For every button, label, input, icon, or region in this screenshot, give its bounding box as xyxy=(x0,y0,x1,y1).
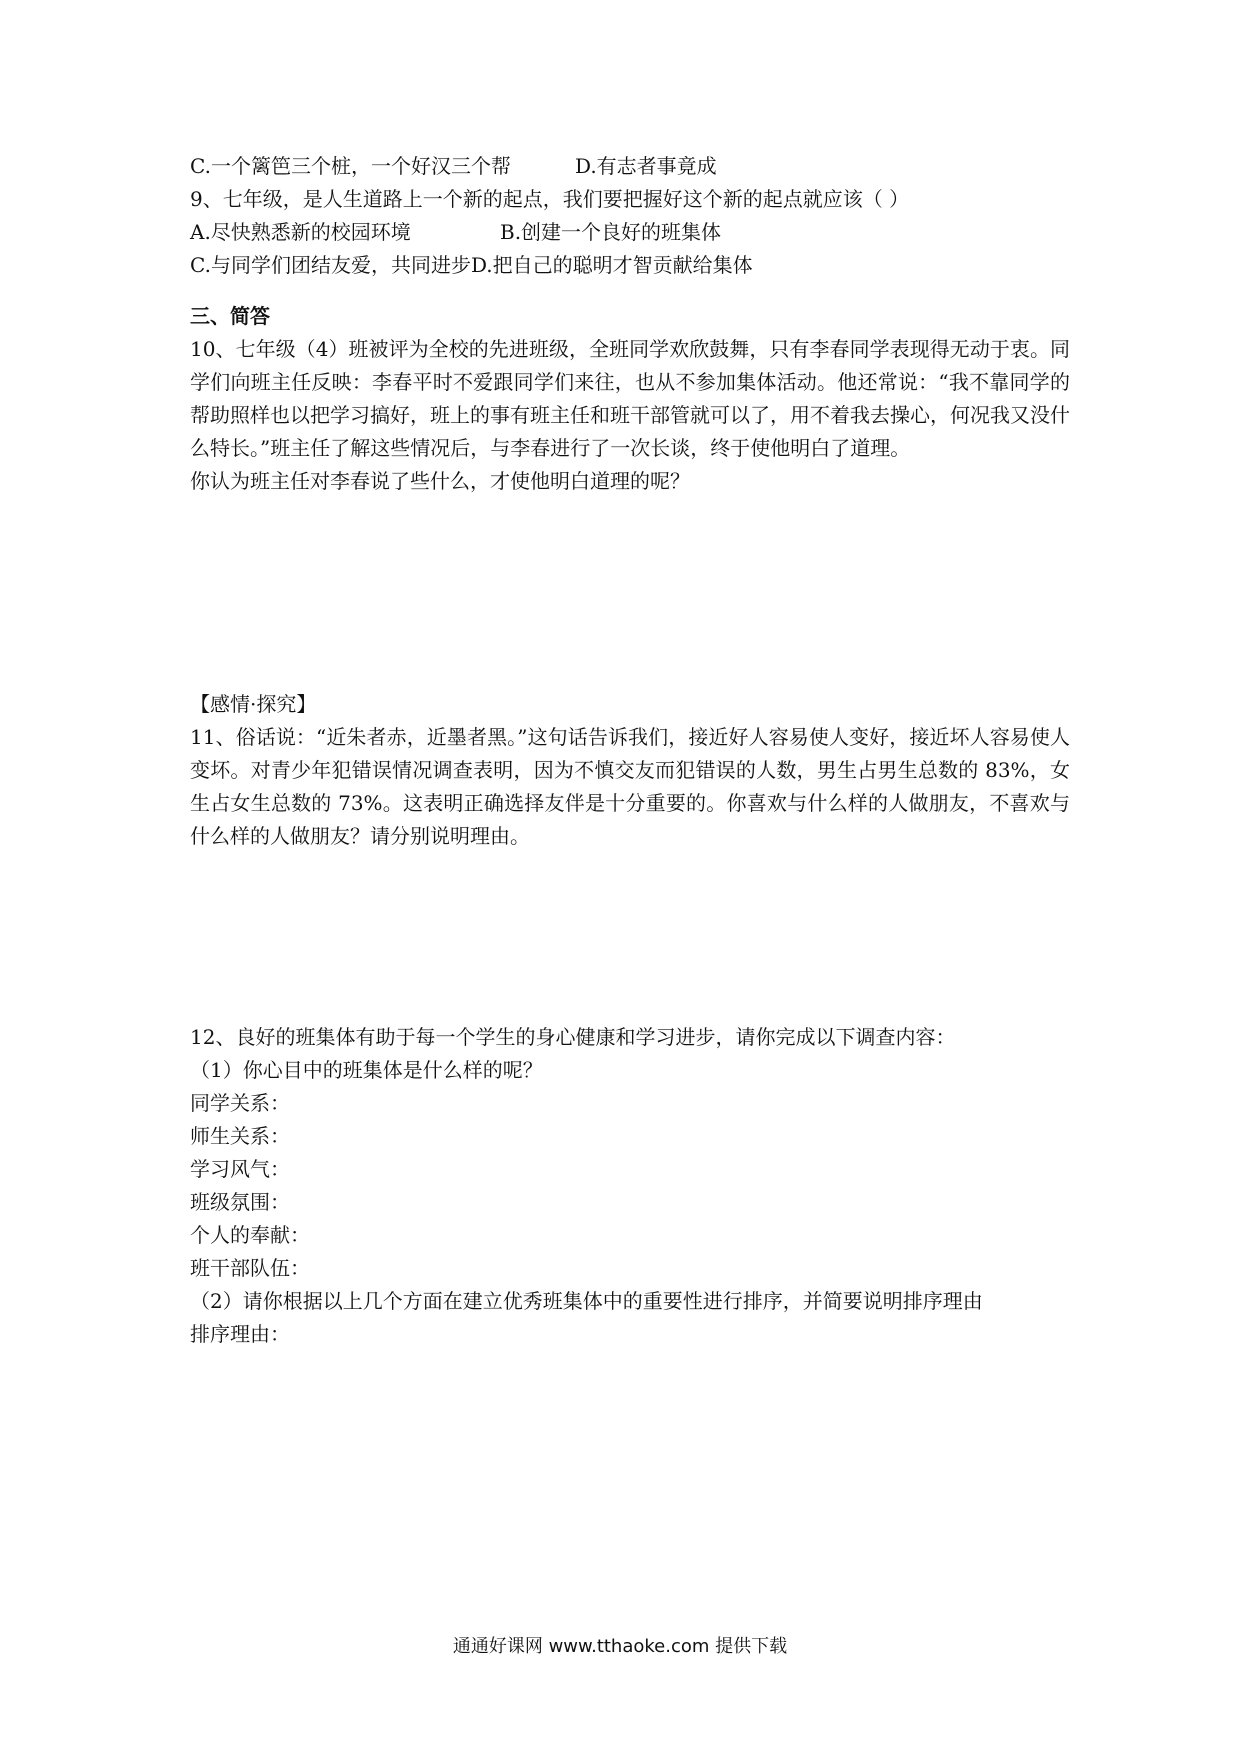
q12-item-class-cadres: 班干部队伍： xyxy=(190,1256,310,1280)
q9-options-row-2 xyxy=(190,249,1070,282)
page-footer: 通通好课网 www.tthaoke.com 提供下载 xyxy=(452,1636,788,1657)
q10-question: 你认为班主任对李春说了些什么，才使他明白道理的呢？ xyxy=(190,469,690,493)
q10-text: 10、七年级（4）班被评为全校的先进班级，全班同学欢欣鼓舞，只有李春同学表现得无动于衷。同学们向班主任反映：李春平时不爱跟同学们来往，也从不参加集体活动。他还常说：“我不靠同学的帮助照样也以把学习搞好，班上的事有班主任和班干部管就可以了，用不着我去操心，何况我又没什么特长。”班主任了解这些情况后，与李春进行了一次长谈，终于使他明白了道理。 xyxy=(190,337,1070,460)
q12-item-personal-contribution: 个人的奉献： xyxy=(190,1223,310,1247)
q12-item-class-atmosphere: 班级氛围： xyxy=(190,1190,290,1214)
q12-part-2: （2）请你根据以上几个方面在建立优秀班集体中的重要性进行排序，并简要说明排序理由 xyxy=(190,1289,983,1313)
q9-option-a: A.尽快熟悉新的校园环境 xyxy=(190,220,411,244)
q12-part-1: （1）你心目中的班集体是什么样的呢？ xyxy=(190,1058,543,1082)
q12-item-classmates: 同学关系： xyxy=(190,1091,290,1115)
q12-item-teacher-student: 师生关系： xyxy=(190,1124,290,1148)
q12-reason-label: 排序理由： xyxy=(190,1322,290,1346)
q9-option-d: D.把自己的聪明才智贡献给集体 xyxy=(470,253,753,277)
q10-answer-space xyxy=(190,498,1070,688)
q8-option-d: D.有志者事竟成 xyxy=(575,154,717,178)
q8-option-c: C.一个篱笆三个桩，一个好汉三个帮 xyxy=(190,154,511,178)
section-4-heading: 【感情·探究】 xyxy=(190,692,317,716)
q9-stem: 9、七年级，是人生道路上一个新的起点，我们要把握好这个新的起点就应该（ ） xyxy=(190,187,910,211)
q12-stem: 12、良好的班集体有助于每一个学生的身心健康和学习进步，请你完成以下调查内容： xyxy=(190,1025,956,1049)
q9-option-b: B.创建一个良好的班集体 xyxy=(500,220,722,244)
q11-text: 11、俗话说：“近朱者赤，近墨者黑。”这句话告诉我们，接近好人容易使人变好，接近坏人容易使人变坏。对青少年犯错误情况调查表明，因为不慎交友而犯错误的人数，男生占男生总数的 83%，女生占女生总数的 73%。这表明正确选择友伴是十分重要的。你喜欢与什么样的人做朋友，不喜欢与什么样的人做朋友？请分别说明理由。 xyxy=(190,725,1070,848)
q12-item-study-atmosphere: 学习风气： xyxy=(190,1157,290,1181)
section-3-heading: 三、简答 xyxy=(190,304,270,328)
q8-options-row xyxy=(190,150,1070,183)
worksheet-content xyxy=(190,150,1070,1351)
q9-options-row-1 xyxy=(190,216,1070,249)
q11-answer-space xyxy=(190,853,1070,1021)
q9-option-c: C.与同学们团结友爱，共同进步 xyxy=(190,253,471,277)
